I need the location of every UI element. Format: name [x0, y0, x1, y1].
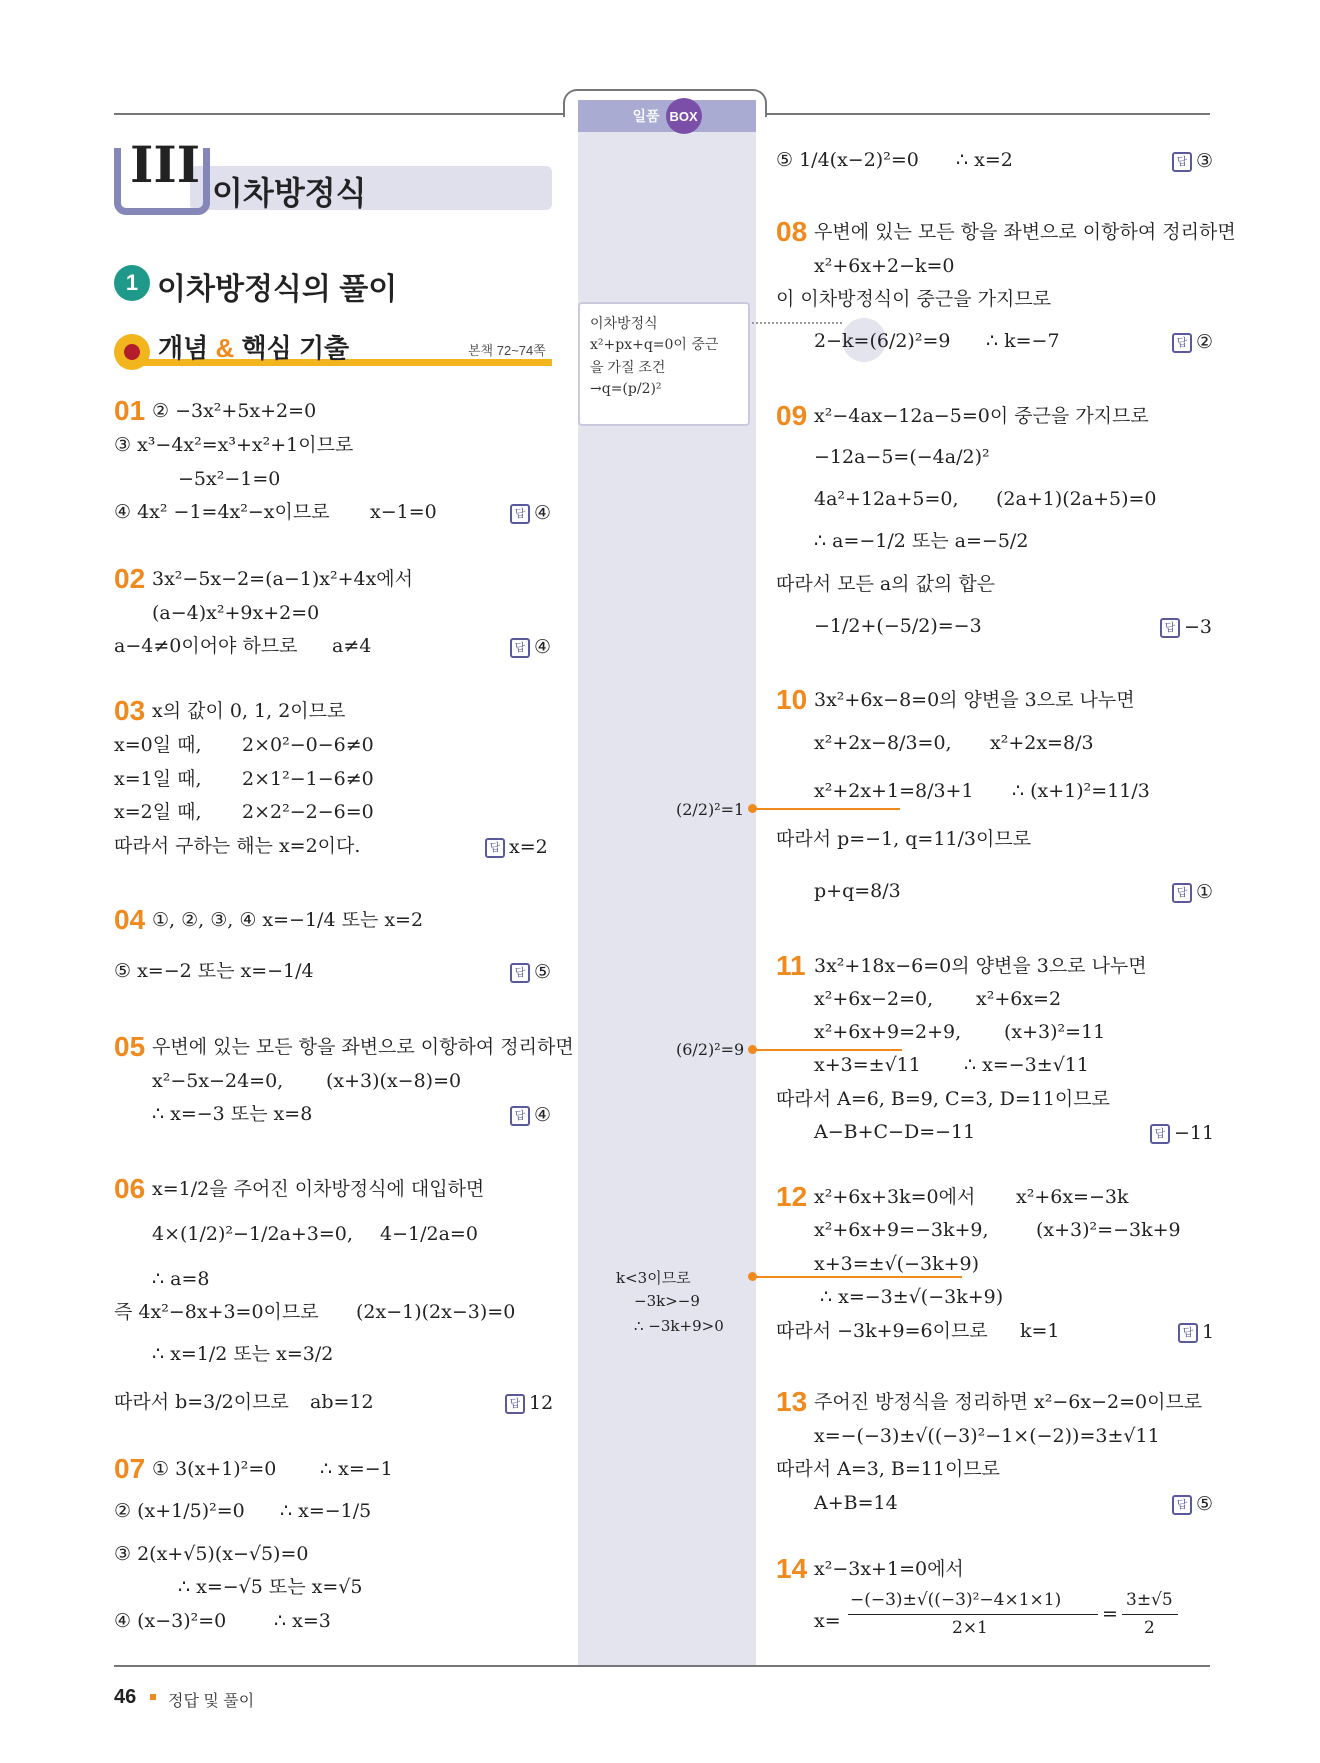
subsection-title-a: 개념 — [158, 333, 209, 363]
text-line: 2−k=(6/2)²=9 — [814, 330, 951, 352]
page-number: 46 — [114, 1686, 137, 1708]
text-line: x=2일 때, — [114, 801, 202, 823]
answer-value: −3 — [1184, 616, 1213, 638]
text-line: −5x²−1=0 — [178, 468, 281, 490]
text-line: ② −3x²+5x+2=0 — [152, 400, 317, 422]
text-line: x²−5x−24=0, — [152, 1070, 284, 1092]
answer — [1172, 881, 1213, 903]
text-line: 3x²−5x−2=(a−1)x²+4x에서 — [152, 568, 413, 590]
sidebox — [578, 302, 750, 426]
text-line: 따라서 A=3, B=11이므로 — [776, 1458, 1001, 1480]
section-title: 이차방정식의 풀이 — [157, 273, 398, 306]
answer — [510, 961, 551, 983]
text-line: 따라서 p=−1, q=11/3이므로 — [776, 828, 1032, 850]
text-line: ∴ x=3 — [274, 1610, 331, 1632]
answer-value: ② — [1196, 331, 1214, 353]
fraction-denominator: 2 — [1144, 1618, 1155, 1638]
problem-number: 14 — [776, 1553, 808, 1584]
fraction-numerator: −(−3)±√((−3)²−4×1×1) — [850, 1590, 1062, 1610]
connector-dot — [748, 1045, 757, 1054]
answer-mark-icon: 답 — [1172, 152, 1192, 172]
text-line: 2×2²−2−6=0 — [242, 801, 374, 823]
answer — [510, 502, 551, 524]
text-line: ∴ x=−1/5 — [280, 1500, 372, 1522]
text-line: x²+6x+9=2+9, — [814, 1021, 962, 1043]
text-line: 따라서 A=6, B=9, C=3, D=11이므로 — [776, 1088, 1110, 1110]
answer-mark-icon: 답 — [510, 638, 530, 658]
text-line: ab=12 — [310, 1391, 374, 1413]
text-line: 4a²+12a+5=0, — [814, 488, 959, 510]
box-badge: BOX — [666, 98, 702, 134]
answer — [1172, 150, 1213, 172]
subsection-dot-inner — [124, 344, 140, 360]
text-line: x−1=0 — [370, 501, 437, 523]
text-line: A+B=14 — [814, 1492, 898, 1514]
text-line: ∴ x=1/2 또는 x=3/2 — [152, 1343, 334, 1365]
connector-line — [752, 1276, 962, 1278]
text-line: 이 이차방정식이 중근을 가지므로 — [776, 288, 1052, 310]
text-line: 주어진 방정식을 정리하면 x²−6x−2=0이므로 — [814, 1391, 1203, 1413]
text-line: ② (x+1/5)²=0 — [114, 1500, 245, 1522]
problem-number: 05 — [114, 1031, 146, 1062]
answer — [510, 1104, 551, 1126]
answer-value: ④ — [534, 636, 552, 658]
text-line: ③ 2(x+√5)(x−√5)=0 — [114, 1543, 309, 1565]
text-line: x=1/2을 주어진 이차방정식에 대입하면 — [152, 1178, 485, 1200]
text-line: 따라서 −3k+9=6이므로 — [776, 1320, 988, 1342]
side-note: (2/2)²=1 — [676, 800, 745, 819]
section-number: 1 — [114, 265, 150, 301]
text-line: 4−1/2a=0 — [380, 1223, 478, 1245]
problem-number: 01 — [114, 395, 146, 426]
problem-number: 06 — [114, 1173, 146, 1204]
answer-value: ⑤ — [534, 961, 552, 983]
answer — [485, 836, 548, 858]
text-line: (a−4)x²+9x+2=0 — [152, 602, 320, 624]
text-line: ∴ x=−3±√11 — [964, 1054, 1089, 1076]
text-line: x의 값이 0, 1, 2이므로 — [152, 700, 346, 722]
answer — [1160, 616, 1212, 638]
text-line: 즉 4x²−8x+3=0이므로 — [114, 1301, 319, 1323]
text-line: a−4≠0이어야 하므로 — [114, 635, 298, 657]
fraction-bar — [848, 1614, 1098, 1615]
text-line: x=0일 때, — [114, 734, 202, 756]
text-line: p+q=8/3 — [814, 880, 901, 902]
text-line: 3x²+6x−8=0의 양변을 3으로 나누면 — [814, 689, 1135, 711]
text-line: a≠4 — [332, 635, 372, 657]
text-line: x=−(−3)±√((−3)²−1×(−2))=3±√11 — [814, 1425, 1160, 1447]
connector-line — [752, 808, 900, 810]
text-line: ∴ x=−√5 또는 x=√5 — [178, 1576, 363, 1598]
problem-number: 02 — [114, 563, 146, 594]
answer-value: ⑤ — [1196, 1493, 1214, 1515]
side-note: k<3이므로 — [616, 1269, 691, 1287]
text-line: ① 3(x+1)²=0 — [152, 1458, 277, 1480]
answer-value: 12 — [529, 1392, 554, 1414]
box-header — [578, 100, 756, 132]
text-line: x²+6x=−3k — [1016, 1186, 1129, 1208]
side-note: (6/2)²=9 — [676, 1040, 745, 1059]
problem-number: 03 — [114, 695, 146, 726]
text-line: x²+6x−2=0, — [814, 988, 934, 1010]
text-line: (2x−1)(2x−3)=0 — [356, 1301, 516, 1323]
text-line: x²+2x−8/3=0, — [814, 732, 952, 754]
text-line: (x+3)²=11 — [1004, 1021, 1106, 1043]
sidebox-line2: x²+px+q=0이 중근 — [590, 337, 719, 353]
problem-number: 04 — [114, 904, 146, 935]
text-line: x²+2x=8/3 — [990, 732, 1094, 754]
text-line: k=1 — [1020, 1320, 1060, 1342]
text-line: ④ 4x² −1=4x²−x이므로 — [114, 501, 330, 523]
answer-mark-icon: 답 — [1172, 883, 1192, 903]
answer-value: 1 — [1202, 1321, 1215, 1343]
text-line: ∴ k=−7 — [986, 330, 1060, 352]
footer-label: 정답 및 풀이 — [168, 1693, 255, 1710]
answer-value: ④ — [534, 502, 552, 524]
text-line: A−B+C−D=−11 — [814, 1121, 976, 1143]
text-line: x²+6x+9=−3k+9, — [814, 1219, 989, 1241]
text-line: ∴ x=−3±√(−3k+9) — [820, 1286, 1004, 1308]
answer — [510, 636, 551, 658]
text-line: ∴ x=−1 — [320, 1458, 393, 1480]
text-line: x=1일 때, — [114, 768, 202, 790]
answer-mark-icon: 답 — [1172, 333, 1192, 353]
subsection-ref: 본책 72~74쪽 — [468, 343, 546, 358]
text-line: ④ (x−3)²=0 — [114, 1610, 227, 1632]
sidebox-connector — [752, 322, 842, 324]
text-line: ⑤ x=−2 또는 x=−1/4 — [114, 960, 314, 982]
text-line: 우변에 있는 모든 항을 좌변으로 이항하여 정리하면 — [152, 1036, 574, 1058]
answer-mark-icon: 답 — [510, 963, 530, 983]
text-line: (2a+1)(2a+5)=0 — [996, 488, 1157, 510]
problem-number: 10 — [776, 684, 808, 715]
text-line: = — [1102, 1603, 1118, 1625]
sidebox-line4: →q=(p/2)² — [590, 381, 662, 397]
side-note: −3k>−9 — [634, 1292, 700, 1310]
subsection-amp: & — [215, 333, 235, 363]
subsection-title-b: 핵심 기출 — [241, 333, 350, 363]
problem-number: 07 — [114, 1453, 146, 1484]
text-line: ①, ②, ③, ④ x=−1/4 또는 x=2 — [152, 909, 424, 931]
problem-number: 12 — [776, 1181, 808, 1212]
answer-value: −11 — [1174, 1122, 1215, 1144]
answer-value: ④ — [534, 1104, 552, 1126]
text-line: 3x²+18x−6=0의 양변을 3으로 나누면 — [814, 955, 1147, 977]
problem-number: 13 — [776, 1386, 808, 1417]
answer-mark-icon: 답 — [510, 1106, 530, 1126]
text-line: −1/2+(−5/2)=−3 — [814, 615, 982, 637]
box-label: 일품 — [632, 108, 660, 124]
fraction-denominator: 2×1 — [952, 1618, 988, 1638]
text-line: ∴ (x+1)²=11/3 — [1012, 780, 1150, 802]
text-line: (x+3)(x−8)=0 — [326, 1070, 462, 1092]
sidebox-line1: 이차방정식 — [590, 315, 658, 331]
text-line: x²+6x+3k=0에서 — [814, 1186, 976, 1208]
sidebox-line3: 을 가질 조건 — [590, 359, 666, 375]
fraction-bar — [1122, 1614, 1178, 1615]
answer-mark-icon: 답 — [1160, 618, 1180, 638]
answer-mark-icon: 답 — [510, 504, 530, 524]
answer-value: ① — [1196, 881, 1214, 903]
problem-number: 08 — [776, 216, 808, 247]
text-line: x²+2x+1=8/3+1 — [814, 780, 974, 802]
answer — [1172, 1493, 1213, 1515]
answer-mark-icon: 답 — [1150, 1124, 1170, 1144]
text-line: 우변에 있는 모든 항을 좌변으로 이항하여 정리하면 — [814, 221, 1236, 243]
text-line: 4×(1/2)²−1/2a+3=0, — [152, 1223, 353, 1245]
text-line: x+3=±√11 — [814, 1054, 921, 1076]
answer — [505, 1392, 553, 1414]
chapter-numeral: III — [130, 135, 201, 194]
chapter-title: 이차방정식 — [212, 175, 367, 211]
problem-number: 09 — [776, 400, 808, 431]
text-line: ∴ x=2 — [956, 149, 1013, 171]
connector-dot — [748, 804, 757, 813]
text-line: −12a−5=(−4a/2)² — [814, 446, 990, 468]
text-line: ③ x³−4x²=x³+x²+1이므로 — [114, 434, 354, 456]
text-line: 따라서 구하는 해는 x=2이다. — [114, 835, 361, 857]
text-line: 따라서 모든 a의 값의 합은 — [776, 573, 996, 595]
text-line: x= — [814, 1610, 841, 1632]
connector-line — [752, 1049, 902, 1051]
text-line: 따라서 b=3/2이므로 — [114, 1391, 289, 1413]
answer-value: x=2 — [509, 836, 548, 858]
subsection-title — [158, 328, 349, 365]
text-line: 2×1²−1−6≠0 — [242, 768, 374, 790]
text-line: x²+6x+2−k=0 — [814, 255, 955, 277]
side-note: ∴ −3k+9>0 — [634, 1317, 724, 1335]
answer — [1172, 331, 1213, 353]
answer-value: ③ — [1196, 150, 1214, 172]
answer — [1178, 1321, 1214, 1343]
text-line: (x+3)²=−3k+9 — [1036, 1219, 1181, 1241]
answer-mark-icon: 답 — [505, 1394, 525, 1414]
connector-dot — [748, 1272, 757, 1281]
text-line: x²−3x+1=0에서 — [814, 1558, 964, 1580]
text-line: x²+6x=2 — [976, 988, 1062, 1010]
fraction-numerator: 3±√5 — [1126, 1590, 1173, 1610]
footer-square — [150, 1694, 156, 1700]
answer-mark-icon: 답 — [1172, 1495, 1192, 1515]
problem-number: 11 — [776, 950, 806, 981]
answer — [1150, 1122, 1214, 1144]
text-line: ∴ a=−1/2 또는 a=−5/2 — [814, 530, 1029, 552]
text-line: ∴ x=−3 또는 x=8 — [152, 1103, 313, 1125]
answer-mark-icon: 답 — [485, 838, 505, 858]
text-line: 2×0²−0−6≠0 — [242, 734, 374, 756]
bottom-rule — [114, 1665, 1210, 1667]
text-line: ∴ a=8 — [152, 1268, 210, 1290]
text-line: ⑤ 1/4(x−2)²=0 — [776, 149, 919, 171]
text-line: x+3=±√(−3k+9) — [814, 1253, 980, 1275]
text-line: x²−4ax−12a−5=0이 중근을 가지므로 — [814, 405, 1149, 427]
answer-mark-icon: 답 — [1178, 1323, 1198, 1343]
